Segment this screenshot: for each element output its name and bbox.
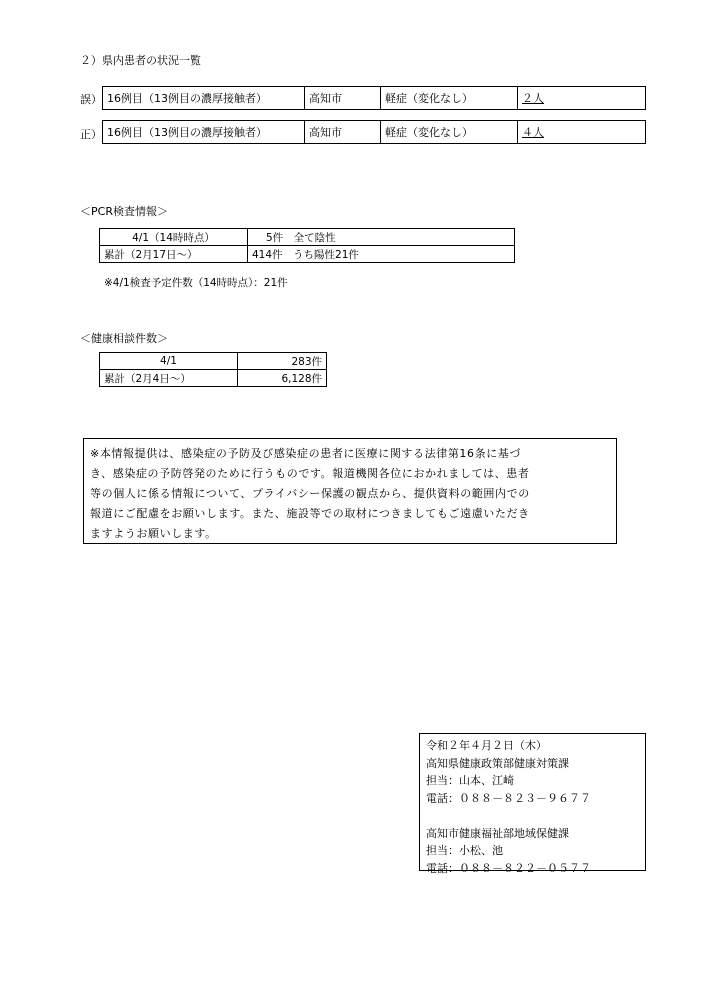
count-value: ２人 <box>522 92 544 105</box>
location-cell: 高知市 <box>305 87 381 110</box>
contact-phone-city: 電話：０８８－８２２－０５７７ <box>426 861 591 875</box>
privacy-notice-box <box>83 438 617 544</box>
contact-phone-prefecture: 電話：０８８－８２３－９６７７ <box>426 791 591 805</box>
pcr-table <box>99 228 515 263</box>
contact-staff-city: 担当：小松、池 <box>426 844 503 857</box>
consult-table <box>99 352 327 387</box>
notice-line: ※本情報提供は、感染症の予防及び感染症の患者に医療に関する法律第16条に基づ <box>90 447 522 460</box>
error-row-table <box>102 86 646 110</box>
contact-dept-city: 高知市健康福祉部地域保健課 <box>426 826 569 840</box>
table-row <box>100 246 515 263</box>
notice-line: 報道にご配慮をお願いします。また、施設等での取材につきましてもご遠慮いただき <box>90 507 530 520</box>
contact-dept-prefecture: 高知県健康政策部健康対策課 <box>426 756 569 770</box>
table-row <box>100 370 327 387</box>
count-cell <box>518 121 646 144</box>
pcr-period-cell: 累計（2月17日～） <box>100 246 248 263</box>
consult-period-cell: 4/1 <box>100 353 238 370</box>
patients-section-title: ２）県内患者の状況一覧 <box>80 54 201 67</box>
condition-cell: 軽症（変化なし） <box>381 121 518 144</box>
count-value: ４人 <box>522 126 544 139</box>
notice-line: 等の個人に係る情報について、プライバシー保護の観点から、提供資料の範囲内での <box>90 487 530 500</box>
correct-label: 正） <box>80 128 102 141</box>
table-row <box>100 229 515 246</box>
pcr-period-cell: 4/1（14時時点） <box>100 229 248 246</box>
correct-row-table <box>102 120 646 144</box>
case-cell: 16例目（13例目の濃厚接触者） <box>103 87 305 110</box>
pcr-note: ※4/1検査予定件数（14時時点）：21件 <box>104 277 288 289</box>
table-row <box>100 353 327 370</box>
notice-line: き、感染症の予防啓発のために行うものです。報道機関各位におかれましては、患者 <box>90 467 530 480</box>
error-label: 誤） <box>80 93 102 106</box>
pcr-result-cell: 414件 うち陽性21件 <box>248 246 515 263</box>
location-cell: 高知市 <box>305 121 381 144</box>
pcr-result-cell: 5件 全て陰性 <box>248 229 515 246</box>
notice-line: ますようお願いします。 <box>90 527 217 540</box>
consult-count-cell: 6,128件 <box>238 370 327 387</box>
contact-staff-prefecture: 担当：山本、江崎 <box>426 774 514 787</box>
release-date: 令和２年４月２日（木） <box>426 739 547 752</box>
table-row <box>103 87 646 110</box>
condition-cell: 軽症（変化なし） <box>381 87 518 110</box>
contact-box <box>419 733 646 875</box>
case-cell: 16例目（13例目の濃厚接触者） <box>103 121 305 144</box>
consult-period-cell: 累計（2月4日～） <box>100 370 238 387</box>
consult-section-title: ＜健康相談件数＞ <box>80 332 168 345</box>
spacer <box>426 807 639 825</box>
count-cell <box>518 87 646 110</box>
consult-count-cell: 283件 <box>238 353 327 370</box>
table-row <box>103 121 646 144</box>
pcr-section-title: ＜PCR検査情報＞ <box>80 205 168 218</box>
